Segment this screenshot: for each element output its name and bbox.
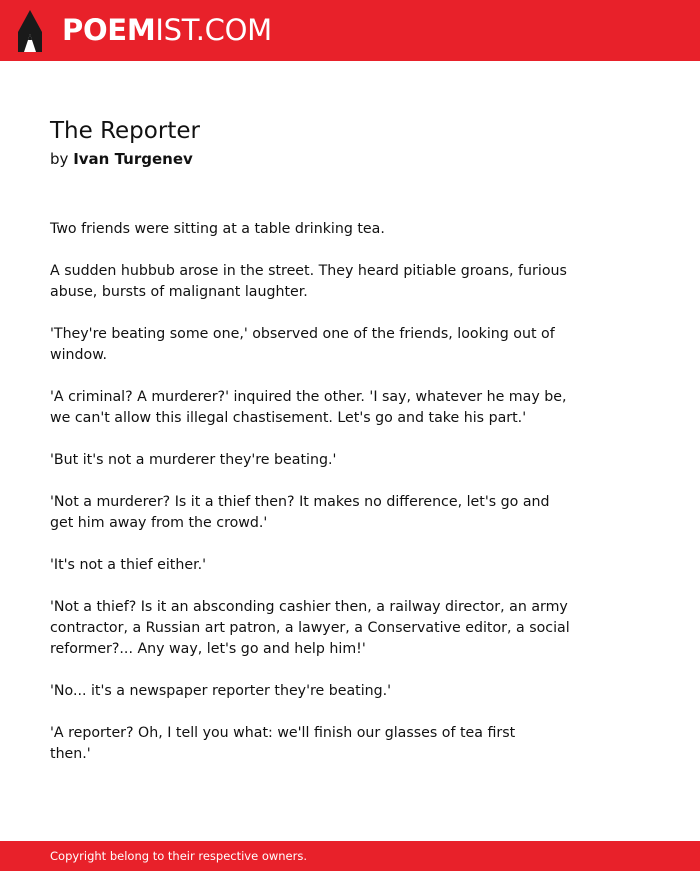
stanza — [50, 723, 550, 765]
stanza — [50, 555, 550, 576]
author-name: Ivan Turgenev — [73, 150, 193, 168]
copyright-text: Copyright belong to their respective owners. — [50, 849, 308, 863]
poem-line: get him away from the crowd.' — [50, 515, 268, 531]
by-label: by — [50, 150, 69, 168]
poem-line: 'A reporter? Oh, I tell you what: we'll finish our glasses of tea first — [50, 725, 516, 741]
poem-line: we can't allow this illegal chastisement. Let's go and take his part.' — [50, 410, 527, 426]
poem-body — [50, 219, 570, 786]
poem-line: 'But it's not a murderer they're beating.' — [50, 452, 337, 468]
logo-bold-text: POEM — [62, 13, 156, 47]
poem-line: window. — [50, 347, 108, 363]
poem-line: then.' — [50, 746, 91, 762]
poem-line: contractor, a Russian art patron, a lawyer, a Conservative editor, a social — [50, 620, 570, 636]
poem-line: 'No... it's a newspaper reporter they're beating.' — [50, 683, 392, 699]
stanza — [50, 387, 567, 429]
poem-line: Two friends were sitting at a table drinking tea. — [50, 221, 385, 237]
site-logo[interactable] — [62, 12, 272, 48]
byline — [50, 148, 193, 170]
logo-light-text: IST.COM — [155, 13, 272, 47]
stanza — [50, 681, 550, 702]
poem-line: abuse, bursts of malignant laughter. — [50, 284, 308, 300]
stanza — [50, 597, 570, 660]
poem-line: 'It's not a thief either.' — [50, 557, 207, 573]
pencil-icon[interactable] — [18, 10, 42, 52]
stanza — [50, 324, 555, 366]
poem-line: 'Not a thief? Is it an absconding cashier then, a railway director, an army — [50, 599, 568, 615]
poem-line: 'A criminal? A murderer?' inquired the other. 'I say, whatever he may be, — [50, 389, 567, 405]
site-footer — [0, 841, 700, 871]
stanza — [50, 261, 567, 303]
stanza — [50, 450, 550, 471]
stanza — [50, 492, 550, 534]
stanza — [50, 219, 550, 240]
poem-line: reformer?... Any way, let's go and help him!' — [50, 641, 366, 657]
poem-line: 'Not a murderer? Is it a thief then? It makes no difference, let's go and — [50, 494, 550, 510]
poem-line: A sudden hubbub arose in the street. They heard pitiable groans, furious — [50, 263, 567, 279]
site-header — [0, 0, 700, 61]
poem-line: 'They're beating some one,' observed one of the friends, looking out of — [50, 326, 555, 342]
poem-title: The Reporter — [50, 118, 200, 144]
